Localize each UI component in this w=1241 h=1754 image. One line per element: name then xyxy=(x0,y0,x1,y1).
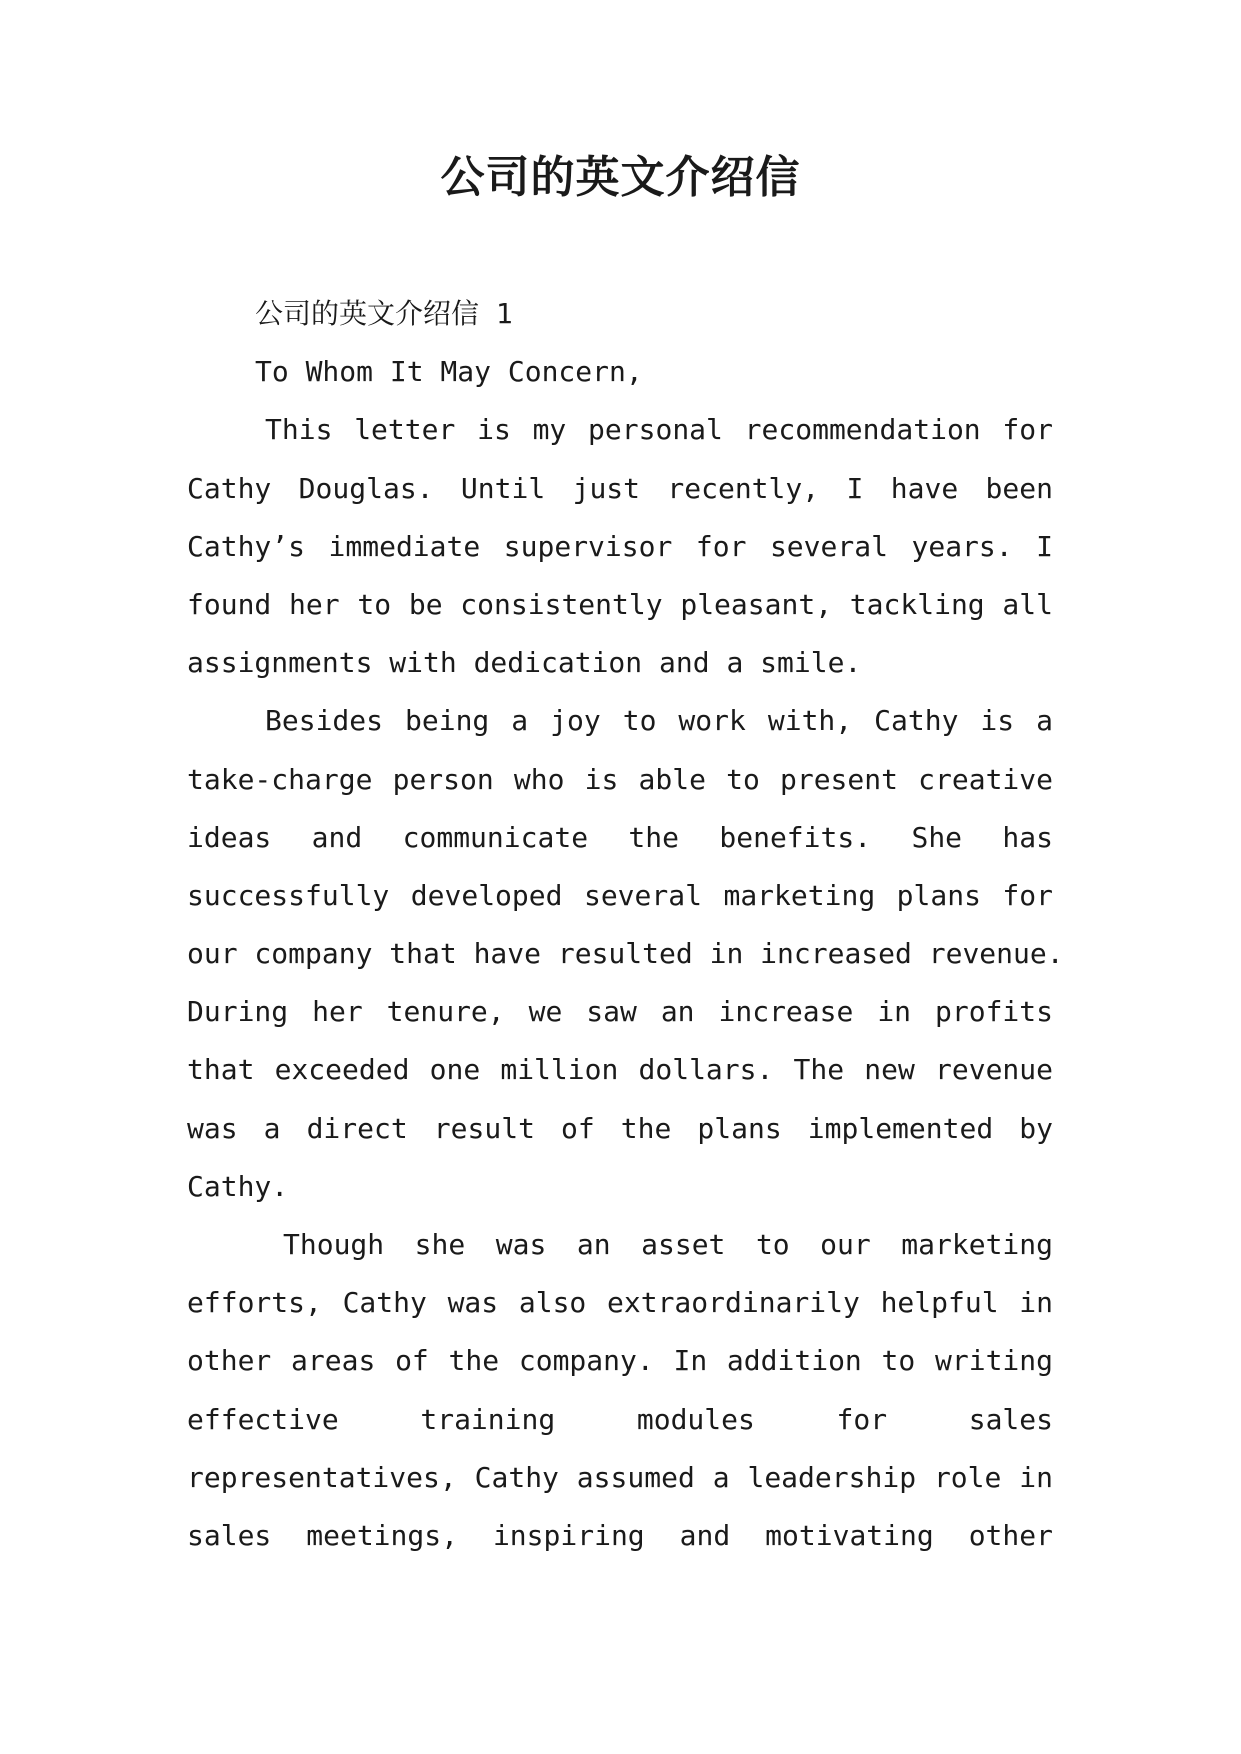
body-line: To Whom It May Concern, xyxy=(255,355,643,389)
body-line: ideas and communicate the benefits. She has xyxy=(187,820,1053,854)
body-line: This letter is my personal recommendation for xyxy=(265,413,1053,447)
body-line: that exceeded one million dollars. The new revenue xyxy=(187,1053,1053,1087)
document-body xyxy=(187,285,1064,1565)
body-line: Cathy. xyxy=(187,1169,289,1203)
body-line: successfully developed several marketing plans for xyxy=(187,878,1053,912)
body-line: efforts, Cathy was also extraordinarily helpful in xyxy=(187,1286,1053,1320)
body-line: sales meetings, inspiring and motivating other xyxy=(187,1518,1053,1552)
body-line: effective training modules for sales xyxy=(187,1402,1053,1436)
document-title: 公司的英文介绍信 xyxy=(440,152,801,203)
body-line: Cathy’s immediate supervisor for several years. I xyxy=(187,529,1053,563)
body-line: assignments with dedication and a smile. xyxy=(187,646,862,680)
body-line: our company that have resulted in increased revenue. xyxy=(187,937,1064,971)
body-line: found her to be consistently pleasant, tackling all xyxy=(187,587,1053,621)
body-line: 公司的英文介绍信 1 xyxy=(255,297,513,330)
body-line: Though she was an asset to our marketing xyxy=(283,1228,1053,1261)
body-line: was a direct result of the plans implemented by xyxy=(187,1111,1053,1145)
body-line: representatives, Cathy assumed a leadership role in xyxy=(187,1460,1053,1494)
body-line: other areas of the company. In addition to writing xyxy=(187,1344,1053,1378)
body-line: Cathy Douglas. Until just recently, I have been xyxy=(187,471,1053,505)
body-line: During her tenure, we saw an increase in profits xyxy=(187,995,1053,1029)
body-line: Besides being a joy to work with, Cathy is a xyxy=(265,704,1053,738)
body-line: take-charge person who is able to present creative xyxy=(187,762,1053,796)
